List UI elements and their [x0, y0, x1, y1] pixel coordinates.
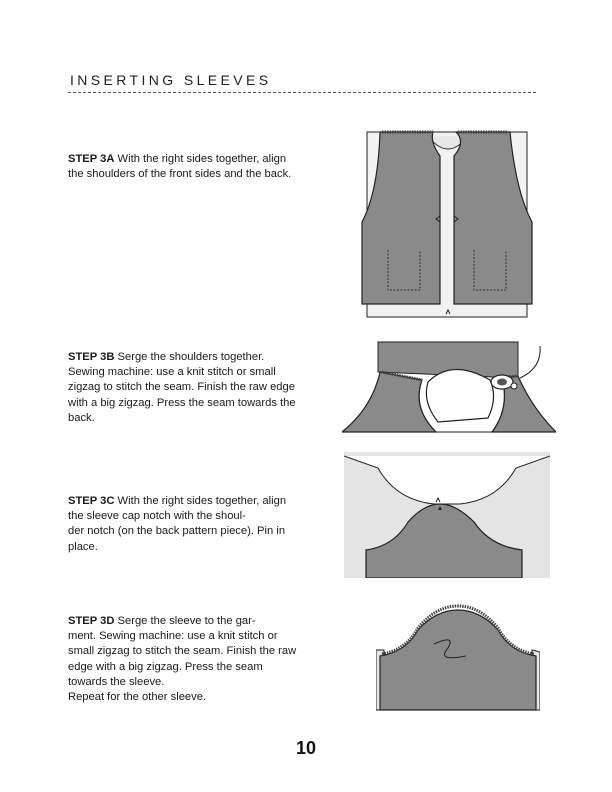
step-3d-illustration	[376, 600, 540, 712]
step-3a-illustration	[358, 122, 538, 320]
step-3d-label: STEP 3D	[68, 615, 115, 627]
step-3c-label: STEP 3C	[68, 495, 115, 507]
step-3c-illustration	[344, 452, 550, 578]
step-3b-illustration	[342, 338, 556, 434]
step-3b-instruction	[68, 350, 300, 426]
step-3a-instruction	[68, 152, 300, 182]
step-3b-text: Serge the shoulders together. Sewing machine: use a knit stitch or small zigzag to stitch the seam. Finish the raw edge with a big zigzag. Press the seam towards the back.	[68, 351, 296, 424]
step-3c-text: With the right sides together, align the sleeve cap notch with the shoul- der notch (on the back pattern piece). Pin in place.	[68, 495, 287, 553]
step-3b-label: STEP 3B	[68, 351, 115, 363]
step-3a-text: With the right sides together, align the shoulders of the front sides and the back.	[68, 153, 292, 181]
step-3c-instruction	[68, 494, 300, 555]
step-3d-instruction	[68, 614, 300, 705]
step-3a-label: STEP 3A	[68, 153, 115, 165]
step-3d-text: Serge the sleeve to the gar- ment. Sewing machine: use a knit stitch or small zigzag to stitch the seam. Finish the raw edge with a big zigzag. Press the seam towards the sleeve. Repeat for the other sleeve.	[68, 615, 297, 704]
page-number: 10	[295, 738, 317, 758]
page-title: INSERTING SLEEVES	[70, 72, 272, 88]
title-divider	[68, 92, 536, 93]
